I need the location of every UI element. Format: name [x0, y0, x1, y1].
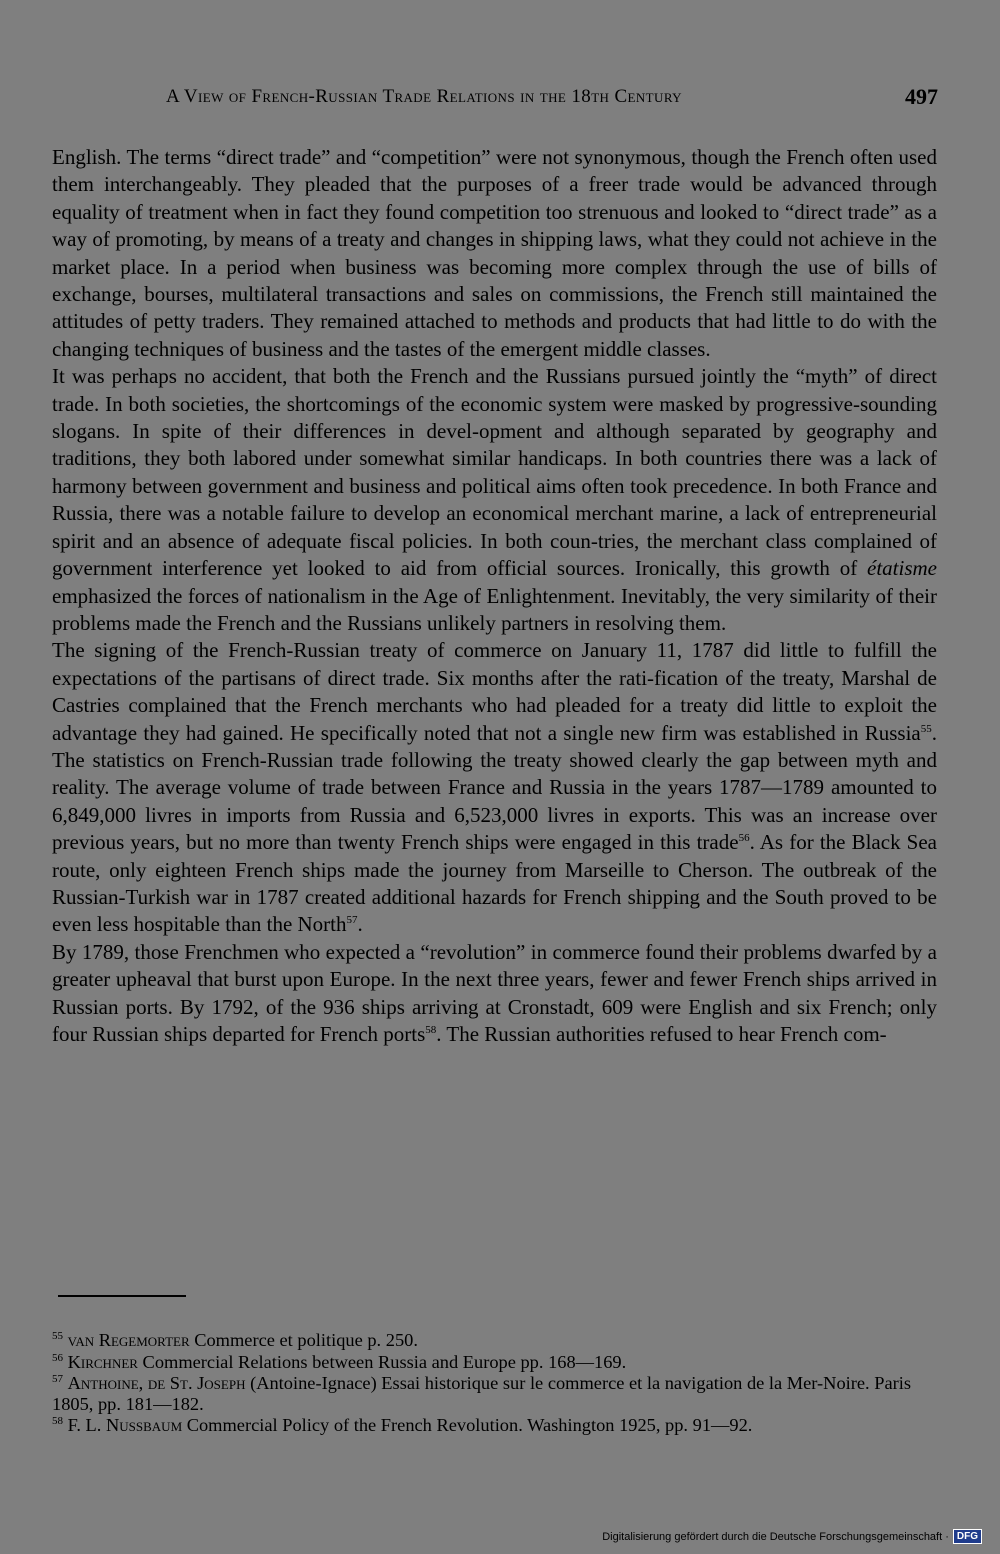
- footnote: [52, 1352, 944, 1373]
- footnotes: [52, 1330, 944, 1437]
- footnote: [52, 1415, 944, 1436]
- footnote-text: (Antoine-Ignace) Essai historique sur le commerce et la navigation de la Mer-Noire. Paris 1805, pp. 181—182.: [52, 1373, 912, 1414]
- footnote-ref: 55: [920, 722, 932, 735]
- paragraph-text: .: [357, 912, 363, 937]
- footnote-ref: 57: [346, 914, 358, 927]
- paragraph: [52, 637, 937, 938]
- footnote-number: 55: [52, 1329, 63, 1342]
- credit-text: Digitalisierung gefördert durch die Deutsche Forschungsgemeinschaft ·: [602, 1530, 949, 1543]
- footnote-ref: 58: [425, 1024, 437, 1036]
- paragraph-text: . The Russian authorities refused to hear French com-: [436, 1022, 887, 1046]
- footnote-text: Commerce et politique p. 250.: [189, 1330, 418, 1350]
- footnote-author: Anthoine, de St. Joseph: [67, 1373, 246, 1393]
- footnote: [52, 1373, 944, 1414]
- digitization-credit: [602, 1529, 982, 1544]
- dfg-logo-icon: DFG: [953, 1529, 982, 1544]
- paragraph-text: The signing of the French-Russian treaty of commerce on January 11, 1787 did little to fulfill the expectations of the partisans of direct trade. Six months after the rati-fication of the treaty, Marshal de Castries complained that the French merchants who had pleaded for a treaty did little to exploit the advantage they had gained. He specifically noted that not a single new firm was established in Russia: [52, 638, 937, 745]
- footnote-text: Commercial Relations between Russia and Europe pp. 168—169.: [137, 1351, 627, 1372]
- footnote-separator: [58, 1295, 186, 1297]
- page-header: [52, 84, 938, 114]
- footnote-text: Commercial Policy of the French Revolution. Washington 1925, pp. 91—92.: [182, 1415, 753, 1435]
- body-text: [52, 144, 937, 1048]
- paragraph-text: . As for the Black Sea route, only eighteen French ships made the journey from Marseille to Cherson. The outbreak of the Russian-Turkish war in 1787 created additional hazards for French shipping and the South proved to be even less hospitable than the North: [52, 830, 938, 937]
- paragraph-text: emphasized the forces of nationalism in the Age of Enlightenment. Inevitably, the very similarity of their problems made the French and the Russians unlikely partners in resolving them.: [52, 583, 937, 635]
- paragraph: [52, 939, 937, 1049]
- paragraph: [52, 144, 937, 363]
- paragraph-text: English. The terms “direct trade” and “competition” were not synonymous, though the French often used them interchangeably. They pleaded that the purposes of a freer trade would be advanced through equality of treatment when in fact they found competition too strenuous and looked to “direct trade” as a way of promoting, by means of a treaty and changes in shipping laws, what they could not achieve in the market place. In a period when business was becoming more complex through the use of bills of exchange, bourses, multilateral transactions and sales on commissions, the French still maintained the attitudes of petty traders. They remained attached to methods and products that had little to do with the changing techniques of business and the tastes of the emergent middle classes.: [52, 145, 937, 361]
- paragraph-text: . The statistics on French-Russian trade following the treaty showed clearly the gap between myth and reality. The average volume of trade between France and Russia in the years 1787—1789 amounted to 6,849,000 livres in imports from Russia and 6,523,000 livres in exports. This was an increase over previous years, but no more than twenty French ships were engaged in this trade: [52, 720, 937, 855]
- running-head: A View of French-Russian Trade Relations in the 18th Century: [166, 86, 682, 107]
- italic-text: étatisme: [867, 556, 937, 581]
- paragraph-text: It was perhaps no accident, that both the French and the Russians pursued jointly the “myth” of direct trade. In both societies, the shortcomings of the economic system were masked by progressive-sounding slogans. In spite of their differences in devel-opment and although separated by geography and traditions, they both labored under somewhat similar handicaps. In both countries there was a lack of harmony between government and business and political aims often took precedence. In both France and Russia, there was a notable failure to develop an economical merchant marine, a lack of entrepreneurial spirit and an absence of adequate fiscal policies. In both coun-tries, the merchant class complained of government interference yet looked to aid from official sources. Ironically, this growth of: [52, 364, 937, 581]
- paragraph-text: By 1789, those Frenchmen who expected a “revolution” in commerce found their problems dwarfed by a greater upheaval that burst upon Europe. In the next three years, fewer and fewer French ships arrived in Russian ports. By 1792, of the 936 ships arriving at Cronstadt, 609 were English and six French; only four Russian ships departed for French ports: [52, 939, 937, 1046]
- footnote-author: F. L. Nussbaum: [67, 1415, 183, 1435]
- footnote-author: Kirchner: [67, 1351, 138, 1372]
- page-number: 497: [905, 84, 938, 109]
- footnote: [52, 1330, 944, 1351]
- footnote-ref: 56: [738, 832, 750, 845]
- footnote-number: 58: [52, 1414, 63, 1427]
- paragraph: [52, 363, 937, 637]
- footnote-author: van Regemorter: [67, 1330, 190, 1350]
- footnote-number: 57: [52, 1372, 63, 1385]
- footnote-number: 56: [52, 1351, 63, 1364]
